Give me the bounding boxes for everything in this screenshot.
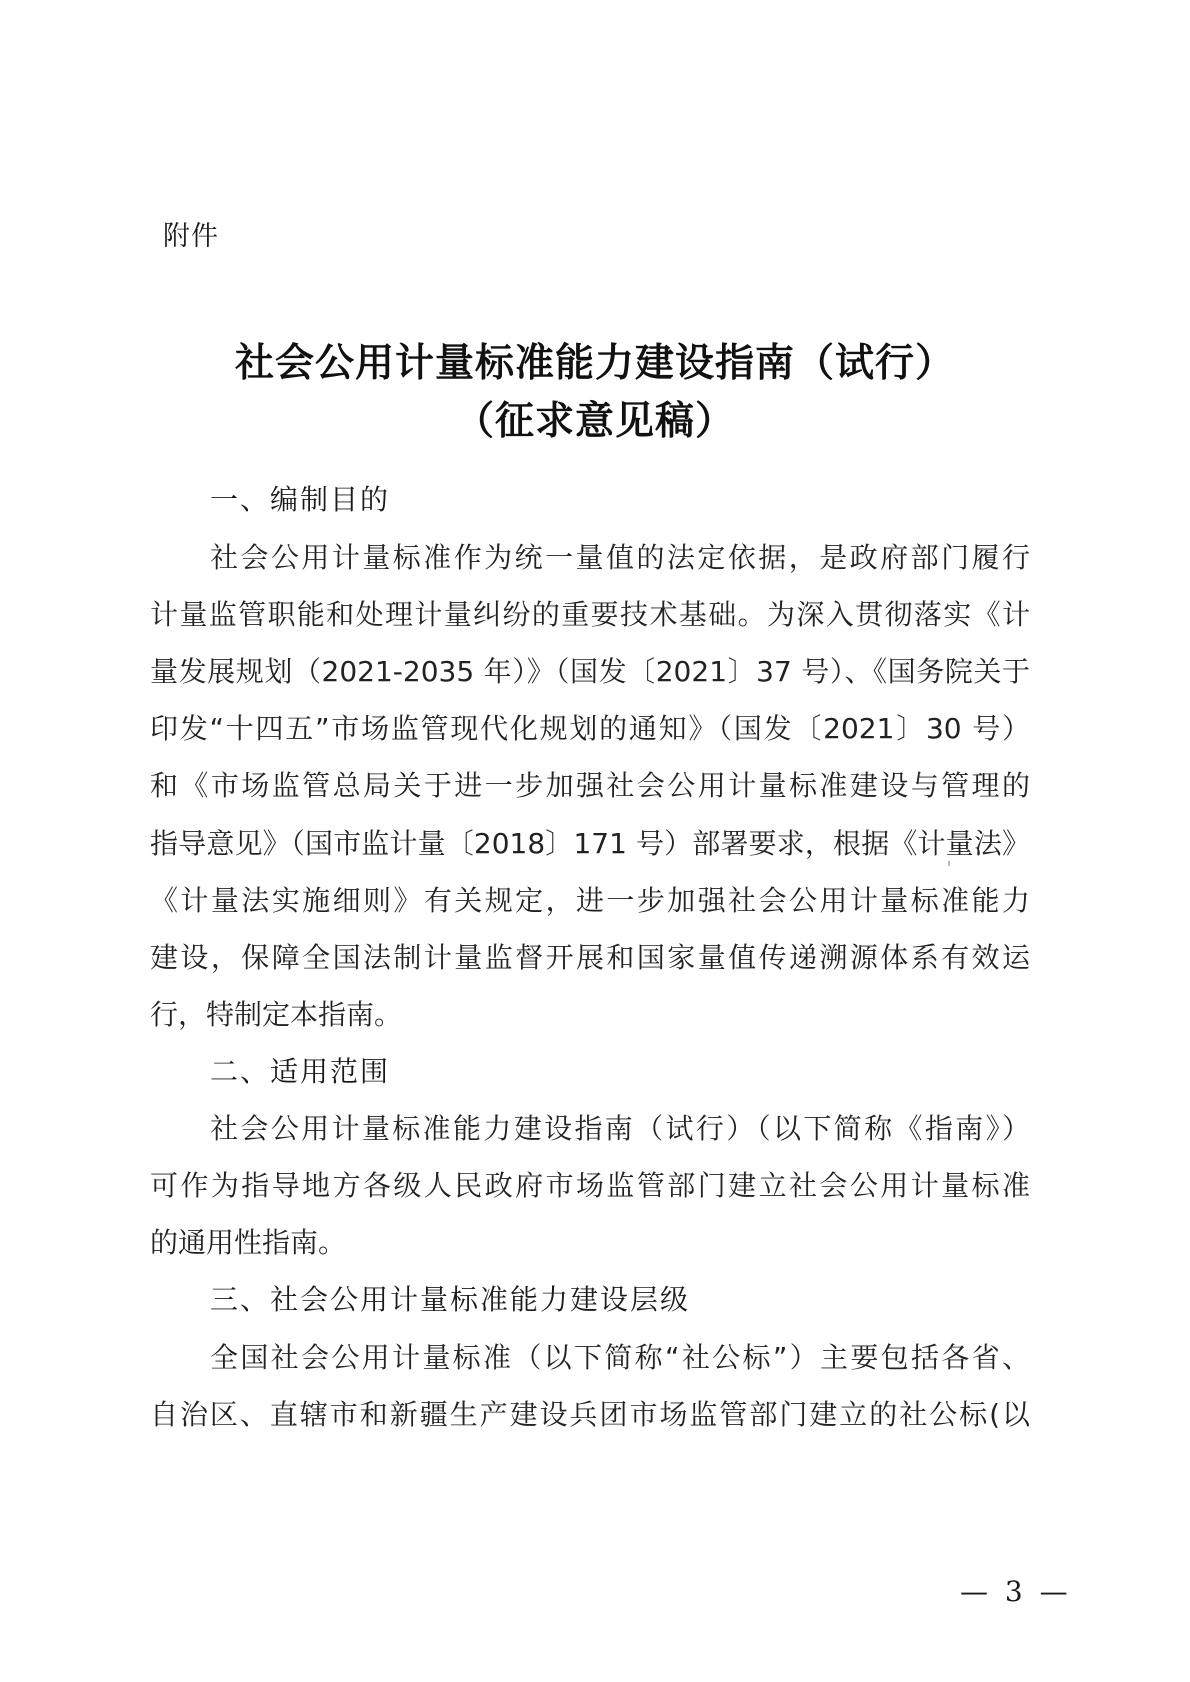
paragraph-line: 自治区、直辖市和新疆生产建设兵团市场监管部门建立的社公标(以 <box>150 1398 1030 1431</box>
paragraph-line: 社会公用计量标准作为统一量值的法定依据，是政府部门履行 <box>210 541 1030 574</box>
section-heading-levels: 三、社会公用计量标准能力建设层级 <box>210 1283 691 1316</box>
paragraph-line: 可作为指导地方各级人民政府市场监管部门建立社会公用计量标准 <box>150 1169 1030 1202</box>
paragraph-line: 行，特制定本指南。 <box>150 998 403 1031</box>
paragraph-line: 指导意见》（国市监计量〔2018〕171 号）部署要求，根据《计量法》 <box>150 827 1030 860</box>
paragraph-line: 社会公用计量标准能力建设指南（试行）（以下简称《指南》） <box>210 1112 1030 1145</box>
section-heading-purpose: 一、编制目的 <box>210 483 391 516</box>
paragraph-line: 的通用性指南。 <box>150 1226 347 1259</box>
scan-speck <box>948 861 950 866</box>
paragraph-line: 建设，保障全国法制计量监督开展和国家量值传递溯源体系有效运 <box>150 941 1030 974</box>
paragraph-line: 量发展规划（2021-2035 年）》（国发〔2021〕37 号）、《国务院关于 <box>150 655 1030 688</box>
document-title-line-2: （征求意见稿） <box>454 398 735 444</box>
document-title-line-1: 社会公用计量标准能力建设指南（试行） <box>234 340 955 386</box>
paragraph-line: 印发“十四五”市场监管现代化规划的通知》（国发〔2021〕30 号） <box>150 712 1030 745</box>
paragraph-line: 全国社会公用计量标准（以下简称“社公标”）主要包括各省、 <box>210 1341 1030 1374</box>
attachment-label: 附件 <box>163 221 219 252</box>
paragraph-line: 计量监管职能和处理计量纠纷的重要技术基础。为深入贯彻落实《计 <box>150 598 1030 631</box>
paragraph-line: 和《市场监管总局关于进一步加强社会公用计量标准建设与管理的 <box>150 769 1030 802</box>
section-heading-scope: 二、适用范围 <box>210 1055 391 1088</box>
paragraph-line: 《计量法实施细则》有关规定，进一步加强社会公用计量标准能力 <box>150 884 1030 917</box>
page-number: — 3 — <box>960 1575 1072 1608</box>
